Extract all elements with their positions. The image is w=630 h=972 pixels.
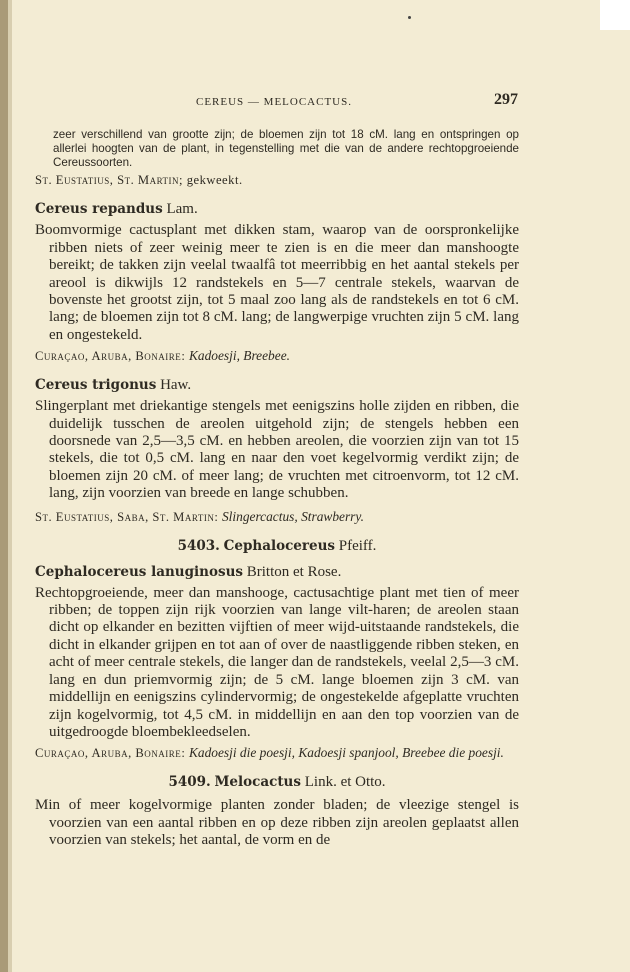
genus-heading: 5409. Melocactus Link. et Otto. (168, 774, 386, 791)
genus-description: Min of meer kogelvormige planten zonder bladen; de vleezige stengel is voorzien van een aantal ribben en op deze ribben zijn areolen geplaatst allen voorzien van stekels; het aantal, de vorm en de (35, 797, 519, 849)
species-heading: Cephalocereus lanuginosus Britton et Rose. (35, 563, 342, 580)
species-description: Rechtopgroeiende, meer dan manshooge, cactusachtige plant met tien of meer ribben; de toppen zijn rijk voorzien van lange vilt-haren; de areolen staan dicht op elkander en bezitten vijftien of meer wijd-uitstaande randstekels, die dicht in elkander grijpen en tot aan of over de naastliggende ribben steken, en acht of meer centrale stekels, die langer dan de randstekels, veelal 2,5—3 cM. lang en dun priemvormig zijn; de 5 cM. lange bloemen zijn 3 cM. van middellijn en eenigszins cylindervormig; de ongestekelde afgeplatte vruchten zijn kogelvormig, tot 4,5 cM. in middellijn en aan den top voorzien van de uitgedroogde bloembekleedselen. (35, 584, 519, 740)
running-head: CEREUS — MELOCACTUS. (196, 96, 352, 108)
species-heading: Cereus trigonus Haw. (35, 377, 192, 394)
book-binding-edge (0, 0, 8, 972)
page-gutter (8, 0, 12, 972)
species-localities: Curaçao, Aruba, Bonaire: Kadoesji die poesji, Kadoesji spanjool, Breebee die poesji. (35, 745, 504, 761)
page-content (35, 128, 519, 850)
page-number: 297 (494, 91, 518, 108)
ink-speck (408, 16, 411, 19)
species-localities: Curaçao, Aruba, Bonaire: Kadoesji, Breebee. (35, 348, 290, 364)
genus-heading: 5403. Cephalocereus Pfeiff. (177, 537, 377, 554)
species-heading: Cereus repandus Lam. (35, 201, 198, 218)
intro-text: zeer verschillend van grootte zijn; de bloemen zijn tot 18 cM. lang en ontspringen op allerlei hoogten van de plant, in tegenstelling met die van de andere rechtopgroeiende Cereussoorten. (53, 128, 519, 169)
species-description: Slingerplant met driekantige stengels met eenigszins holle zijden en ribben, die duidelijk tusschen de areolen uitgehold zijn; de stengels hebben een doorsnede van 2,5—3,5 cM. en hebben areolen, die voorzien zijn van tot 15 stekels, die tot 0,5 cM. lang en naar den voet kegelvormig verdikt zijn; de bloemen zijn 20 cM. of meer lang; de vruchten met citroenvorm, tot 12 cM. lang, zijn voorzien van breede en lange schubben. (35, 398, 519, 502)
species-localities: St. Eustatius, Saba, St. Martin: Slingercactus, Strawberry. (35, 508, 364, 524)
scan-corner (600, 0, 630, 30)
page-header (30, 91, 518, 118)
species-description: Boomvormige cactusplant met dikken stam, waarop van de oorspronkelijke ribben niets of zeer weinig meer te zien is en die meer dan manshoogte bereikt; de takken zijn veelal twaalfâ tot meerribbig en het aantal stekels per areool is dikwijls 12 randstekels en 5—7 centrale stekels, waarvan de bovenste het grootst zijn, tot 5 maal zoo lang als de randstekels en tot 6 cM. lang; de bloemen zijn tot 8 cM. lang; de langwerpige vruchten zijn 5 cM. lang en ongestekeld. (35, 222, 519, 343)
intro-locality: St. Eustatius, St. Martin; gekweekt. (35, 173, 243, 188)
